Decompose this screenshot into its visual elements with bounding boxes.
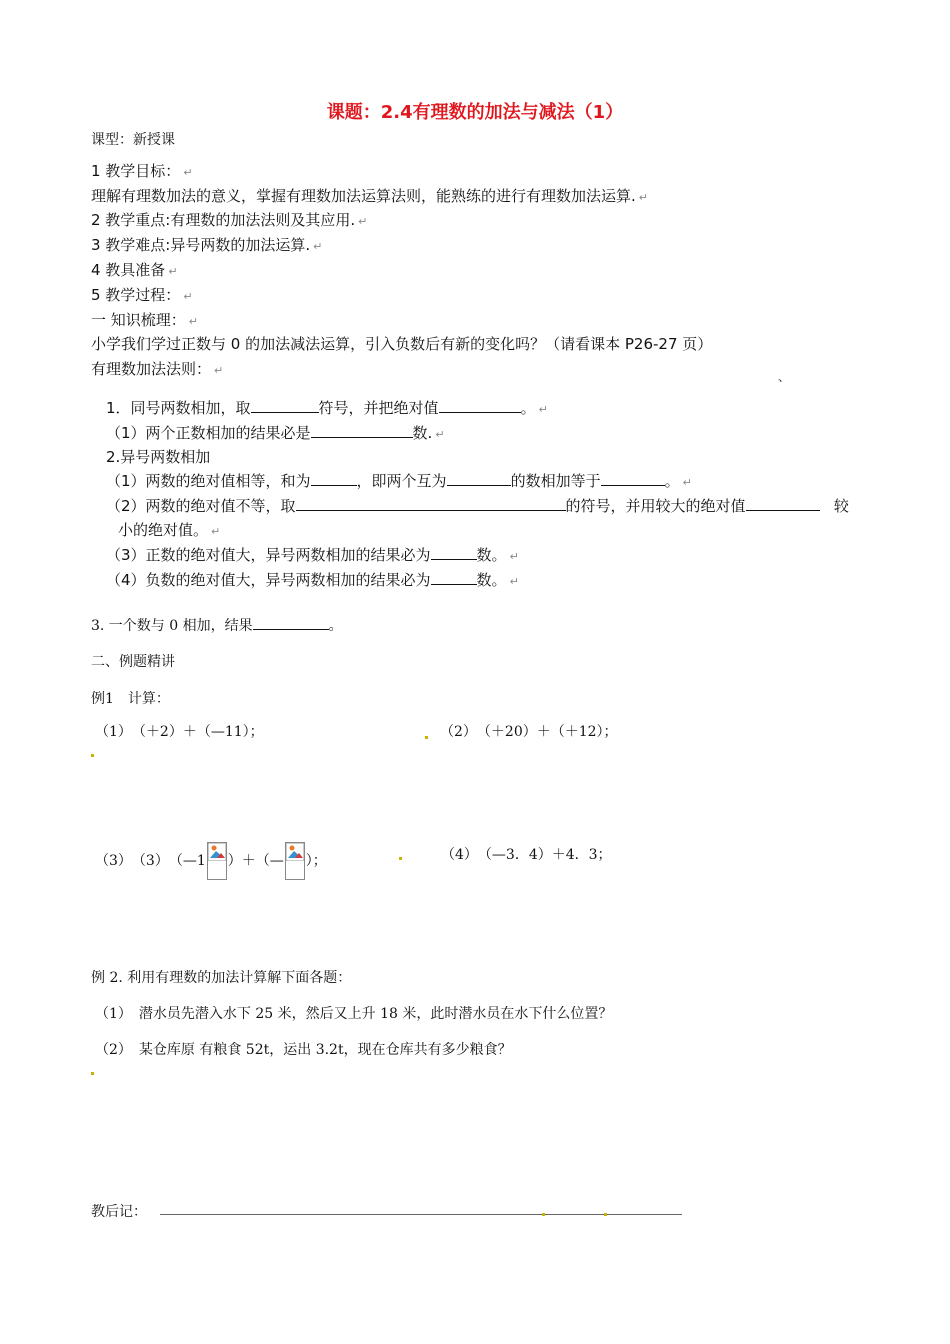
rule-2-2-cont: 小的绝对值。 ↵ [118,521,221,539]
blank[interactable] [746,496,820,511]
rule-2-3: （3）正数的绝对值大，异号两数相加的结果必为 数。 ↵ [106,546,519,564]
rule-2-4: （4）负数的绝对值大，异号两数相加的结果必为 数。 ↵ [106,571,519,589]
after-class-notes-label: 教后记： [91,1204,147,1220]
objectives-heading: 1 教学目标： ↵ [91,162,193,180]
page-title: 课题：2.4有理数的加法与减法（1） [326,102,624,123]
blank[interactable] [447,471,511,486]
example-1-problem-3: （3） （3） （—1 ）＋（— ）； [95,842,327,882]
blank[interactable] [311,471,357,486]
broken-image-icon [286,843,304,861]
marker-dot [425,736,428,739]
marker-dot [91,1072,94,1075]
example-2-problem-2: （2） 某仓库原 有粮食 52t，运出 3.2t，现在仓库共有多少粮食？ [95,1042,512,1058]
teaching-process: 5 教学过程： ↵ [91,286,193,304]
lesson-type: 课型：新授课 [91,132,175,148]
rule-2-1: （1）两数的绝对值相等，和为 ，即两个互为 的数相加等于 。 ↵ [106,472,692,490]
marker-dot [399,857,402,860]
knowledge-review-text: 小学我们学过正数与 0 的加法减法运算，引入负数后有新的变化吗？（请看课本 P26-27 页） [91,335,713,353]
rule-1-1: （1）两个正数相加的结果必是 数. ↵ [106,424,445,442]
blank[interactable] [253,615,329,630]
blank[interactable] [601,471,665,486]
fraction-image [207,842,227,880]
key-points: 2 教学重点:有理数的加法法则及其应用. ↵ [91,211,368,229]
addition-rule-heading: 有理数加法法则： ↵ [91,360,224,378]
example-2-problem-1: （1） 潜水员先潜入水下 25 米，然后又上升 18 米，此时潜水员在水下什么位置？ [95,1006,613,1022]
example-1-problem-1: （1） （＋2）＋（—11）； [95,724,264,740]
example-1-problem-4: （4） （—3．4）＋4．3； [441,847,612,863]
objectives-text: 理解有理数加法的意义，掌握有理数加法运算法则，能熟练的进行有理数加法运算. ↵ [91,187,648,205]
broken-image-icon [208,843,226,861]
example-2-label: 例 2. 利用有理数的加法计算解下面各题： [91,970,352,986]
examples-heading: 二、例题精讲 [91,654,175,670]
fraction-image [285,842,305,880]
rule-2: 2.异号两数相加 [106,448,211,466]
rule-1: 1．同号两数相加，取 符号，并把绝对值 。 ↵ [106,399,548,417]
rule-2-2: （2）两数的绝对值不等，取 的符号，并用较大的绝对值 较 [106,497,849,515]
marker-dot [604,1213,607,1216]
blank[interactable] [311,423,413,438]
blank[interactable] [251,398,319,413]
stray-mark: 、 [778,370,791,384]
knowledge-review-heading: 一 知识梳理： ↵ [91,311,198,329]
example-1-label: 例1 计算： [91,691,170,707]
difficult-points: 3 教学难点:异号两数的加法运算. ↵ [91,236,323,254]
marker-dot [542,1213,545,1216]
blank[interactable] [439,398,521,413]
marker-dot [91,754,94,757]
example-1-problem-2: （2） （＋20）＋（＋12）； [440,724,618,740]
blank[interactable] [431,545,477,560]
blank[interactable] [431,570,477,585]
teaching-aids: 4 教具准备 ↵ [91,261,178,279]
blank[interactable] [296,496,566,511]
rule-3: 3. 一个数与 0 相加，结果 。 [91,615,343,636]
